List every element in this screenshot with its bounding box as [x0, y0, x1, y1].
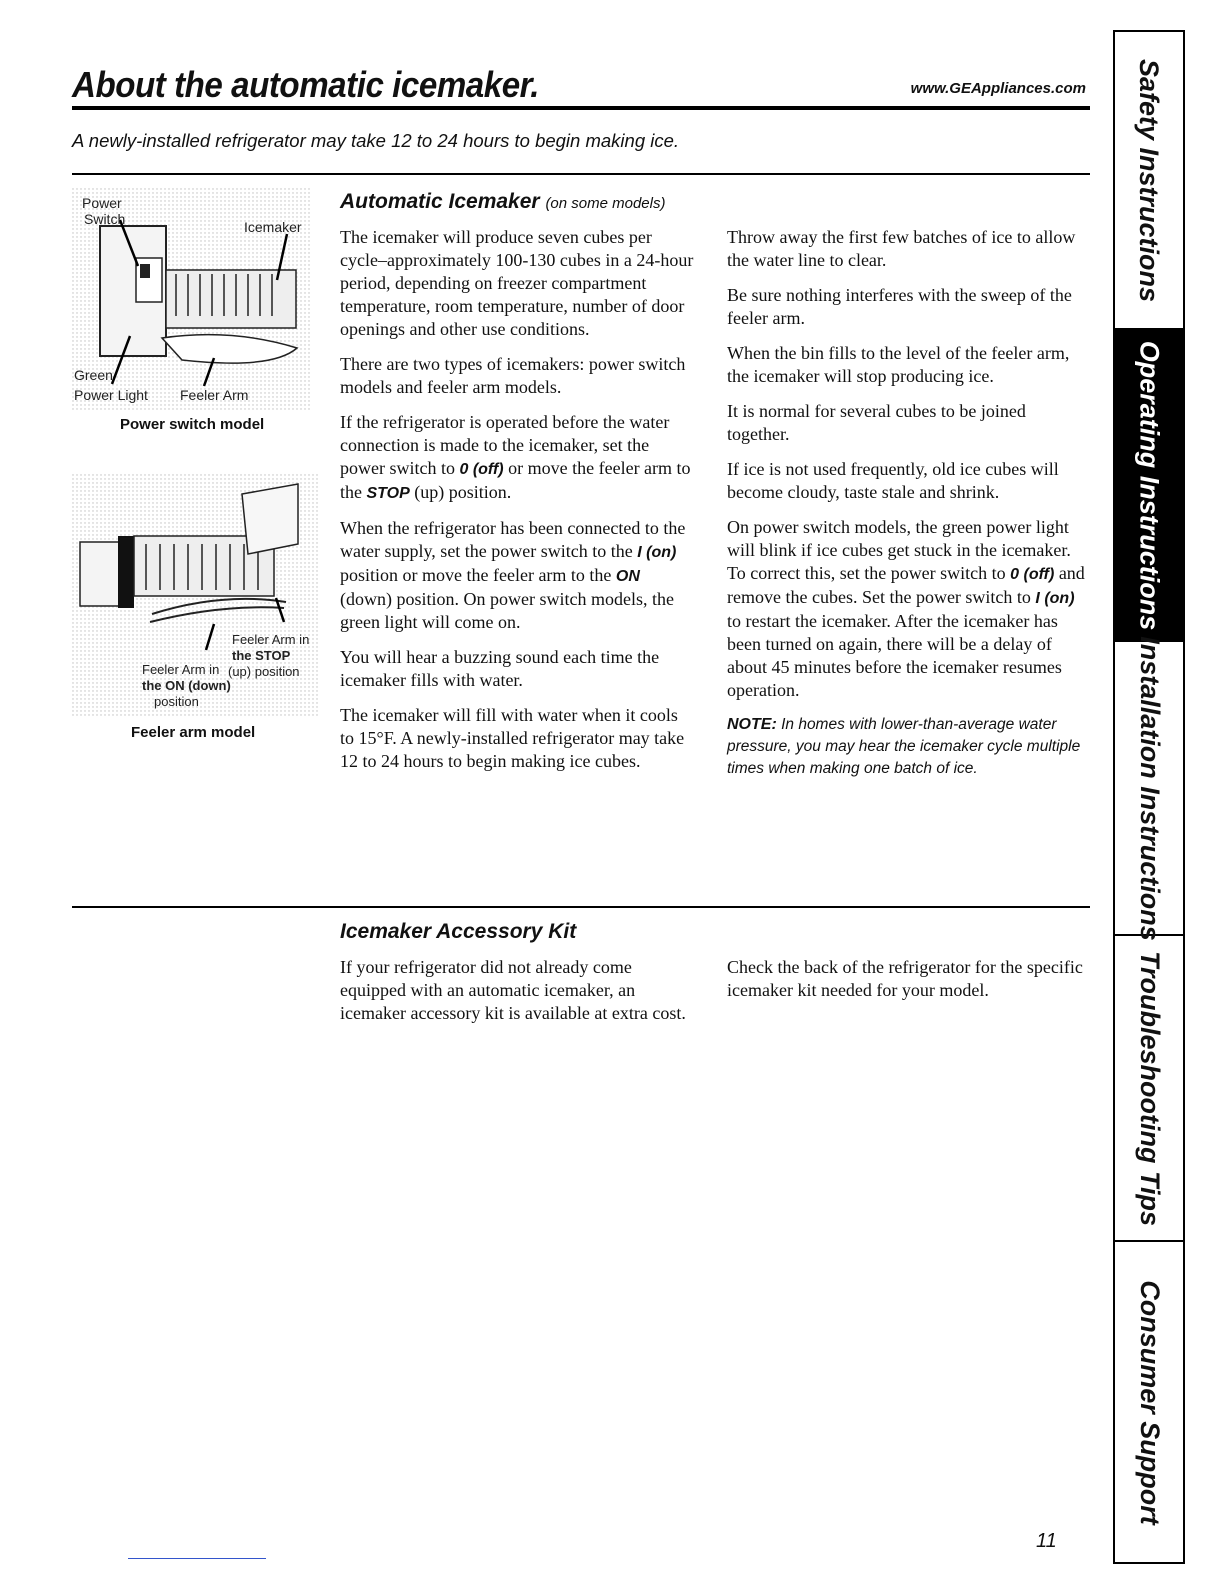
label-icemaker: Icemaker	[244, 219, 302, 235]
header-rule	[72, 106, 1090, 110]
paragraph: The icemaker will fill with water when it cools to 15°F. A newly-installed refrigerator may take 12 to 24 hours to begin making ice cubes.	[340, 705, 685, 771]
tab-installation-instructions[interactable]: Installation Instructions	[1115, 642, 1183, 936]
tab-consumer-support[interactable]: Consumer Support	[1134, 1279, 1165, 1525]
tab-safety-instructions[interactable]: Safety Instructions	[1115, 32, 1183, 330]
paragraph: Be sure nothing interferes with the sweep of the feeler arm.	[727, 285, 1072, 328]
label-arm-stop-1: Feeler Arm in	[232, 632, 310, 647]
label-arm-stop-2: the STOP	[232, 648, 291, 663]
label-power: Power	[82, 195, 122, 211]
tab-troubleshooting-tips[interactable]: Troubleshooting Tips	[1115, 936, 1183, 1242]
accessory-kit-right	[727, 956, 1091, 1014]
paragraph: You will hear a buzzing sound each time the icemaker fills with water.	[340, 647, 660, 690]
section-rule-top	[72, 173, 1090, 175]
paragraph: The icemaker will produce seven cubes per cycle–approximately 100-130 cubes in a 24-hour period, depending on freezer compartment temperature, room temperature, number of door openings and other use conditions.	[340, 227, 694, 339]
label-arm-on-2: the ON (down)	[142, 678, 231, 693]
paragraph: Check the back of the refrigerator for the specific icemaker kit needed for your model.	[727, 957, 1083, 1000]
paragraph: On power switch models, the green power light will blink if ice cubes get stuck in the icemaker. To correct this, set the power switch to 0 (off) and remove the cubes. Set the power switch to I (on) to restart the icemaker. After the icemaker has been turned on again, there will be a delay of about 45 minutes before the icemaker resumes operation.	[727, 517, 1085, 700]
accessory-kit-left	[340, 956, 696, 1037]
page-subtitle: A newly-installed refrigerator may take 12 to 24 hours to begin making ice.	[72, 130, 680, 151]
section-rule-bottom	[72, 906, 1090, 908]
label-power-light: Power Light	[74, 387, 148, 403]
label-arm-on-1: Feeler Arm in	[142, 662, 220, 677]
paragraph: When the refrigerator has been connected to the water supply, set the power switch to the I (on) position or move the feeler arm to the ON (down) position. On power switch models, the green light will come on.	[340, 518, 686, 632]
page-title: About the automatic icemaker.	[72, 64, 540, 105]
paragraph: There are two types of icemakers: power switch models and feeler arm models.	[340, 354, 686, 397]
label-arm-stop-3: (up) position	[228, 664, 300, 679]
accessory-kit-heading: Icemaker Accessory Kit	[340, 920, 577, 943]
note: NOTE: In homes with lower-than-average water pressure, you may hear the icemaker cycle multiple times when making one batch of ice.	[727, 716, 1081, 777]
website-url: www.GEAppliances.com	[910, 80, 1086, 97]
icemaker-left-column	[340, 226, 696, 785]
heading-note: (on some models)	[545, 195, 666, 212]
label-arm-on-3: position	[154, 694, 199, 709]
paragraph: When the bin fills to the level of the feeler arm, the icemaker will stop producing ice.	[727, 343, 1070, 386]
label-feeler-arm: Feeler Arm	[180, 387, 249, 403]
tab-operating-instructions[interactable]: Operating Instructions	[1115, 330, 1183, 642]
page-number: 11	[1036, 1530, 1057, 1552]
caption-power-switch: Power switch model	[120, 416, 265, 433]
heading-text: Automatic Icemaker	[340, 190, 540, 213]
paragraph: If ice is not used frequently, old ice cubes will become cloudy, taste stale and shrink.	[727, 459, 1059, 502]
paragraph: If the refrigerator is operated before the water connection is made to the icemaker, set the power switch to 0 (off) or move the feeler arm to the STOP (up) position.	[340, 412, 691, 502]
paragraph: It is normal for several cubes to be joined together.	[727, 401, 1026, 444]
power-switch-illustration	[72, 188, 312, 410]
feeler-arm-illustration	[72, 474, 318, 718]
icemaker-right-column	[727, 226, 1091, 792]
paragraph: If your refrigerator did not already come equipped with an automatic icemaker, an icemaker accessory kit is available at extra cost.	[340, 957, 686, 1023]
caption-feeler-arm: Feeler arm model	[131, 724, 256, 741]
label-green: Green	[74, 367, 113, 383]
paragraph: Throw away the first few batches of ice to allow the water line to clear.	[727, 227, 1076, 270]
automatic-icemaker-heading	[340, 190, 665, 214]
footer-line	[128, 1558, 266, 1559]
label-switch: Switch	[84, 211, 126, 227]
side-tab-bar	[1113, 30, 1185, 1564]
